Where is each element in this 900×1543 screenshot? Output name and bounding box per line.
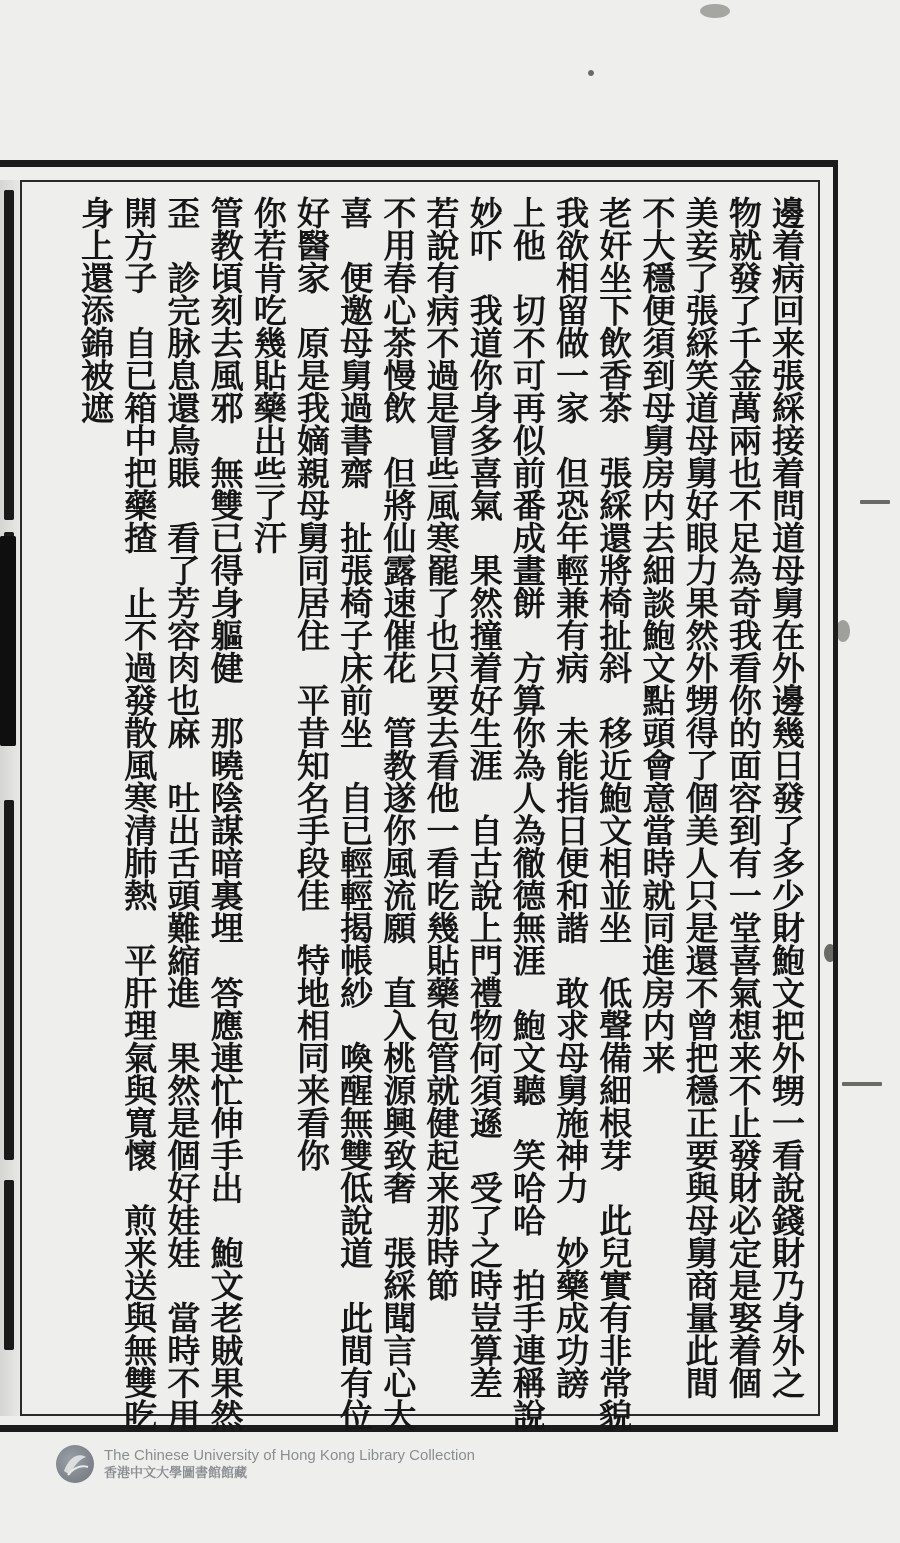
text-column: 歪 診完脉息還鳥賬 看了芳容肉也麻 吐出舌頭難縮進 果然是個好娃娃 當時不用 [162,196,202,1431]
paper-speck [700,4,730,18]
vertical-text-block [28,196,808,1431]
spine-mark [4,190,14,520]
text-column: 你若肯吃幾貼藥出些了汗 [248,196,288,554]
text-column: 妙吓 我道你身多喜氣 果然撞着好生涯 自古說上門禮物何須遜 受了之時豈算差 [464,196,504,1399]
text-column: 上他 切不可再似前番成畫餅 方算你為人為徹德無涯 鮑文聽 笑哈哈 拍手連稱說 [507,196,547,1431]
text-column: 開方子 自已箱中把藥揸 止不過發散風寒清肺熱 平肝理氣與寬懷 煎来送與無雙吃 [119,196,159,1431]
watermark-english: The Chinese University of Hong Kong Library Collection [104,1447,476,1464]
spine-strip [0,180,20,1416]
spine-mark [4,1180,14,1350]
text-column: 我欲相留做一家 但恐年輕兼有病 未能指日便和諧 敢求母舅施神力 妙藥成功謗 [551,196,591,1399]
text-column: 老奸坐下飲香茶 張綵還將椅扯斜 移近鮑文相並坐 低聲備細根芽 此兒實有非常貌 [594,196,634,1431]
text-column: 美妾了張綵笑道母舅好眼力果然外甥得了個美人只是還不曾把穩正要與母舅商量此間 [680,196,720,1399]
paper-speck [588,70,594,76]
text-column: 管教頃刻去風邪 無雙已得身軀健 那曉陰謀暗裏埋 答應連忙伸手出 鮑文老賊果然 [205,196,245,1431]
spine-mark [0,536,16,746]
text-column: 若說有病不過是冒些風寒罷了也只要去看他一看吃幾貼藥包管就健起来那時節 [421,196,461,1301]
text-column: 不用春心茶慢飲 但將仙露速催花 管教遂你風流願 直入桃源興致奢 張綵聞言心大 [378,196,418,1431]
paper-speck [860,500,890,504]
text-column: 喜 便邀母舅過書齋 扯張椅子床前坐 自已輕輕揭帳紗 喚醒無雙低說道 此間有位 [335,196,375,1431]
text-column: 好醫家 原是我嫡親母舅同居住 平昔知名手段佳 特地相同来看你 [291,196,331,1171]
spine-mark [4,800,14,1160]
watermark-chinese: 香港中文大學圖書館館藏 [104,1466,248,1481]
text-column: 物就發了千金萬兩也不足為奇我看你的面容到有一堂喜氣想来不止發財必定是娶着個 [723,196,763,1399]
text-column: 不大穩便須到母舅房内去細談鮑文點頭會意當時就同進房内来 [637,196,677,1074]
text-column: 身上還添錦被遮 [76,196,115,424]
paper-speck [842,1082,882,1086]
paper-speck [836,620,850,642]
cuhk-library-logo-icon [56,1445,94,1483]
text-column: 邊着病回来張綵接着問道母舅在外邊幾日發了多少財鮑文把外甥一看說錢財乃身外之 [767,196,806,1399]
library-watermark [56,1442,576,1486]
